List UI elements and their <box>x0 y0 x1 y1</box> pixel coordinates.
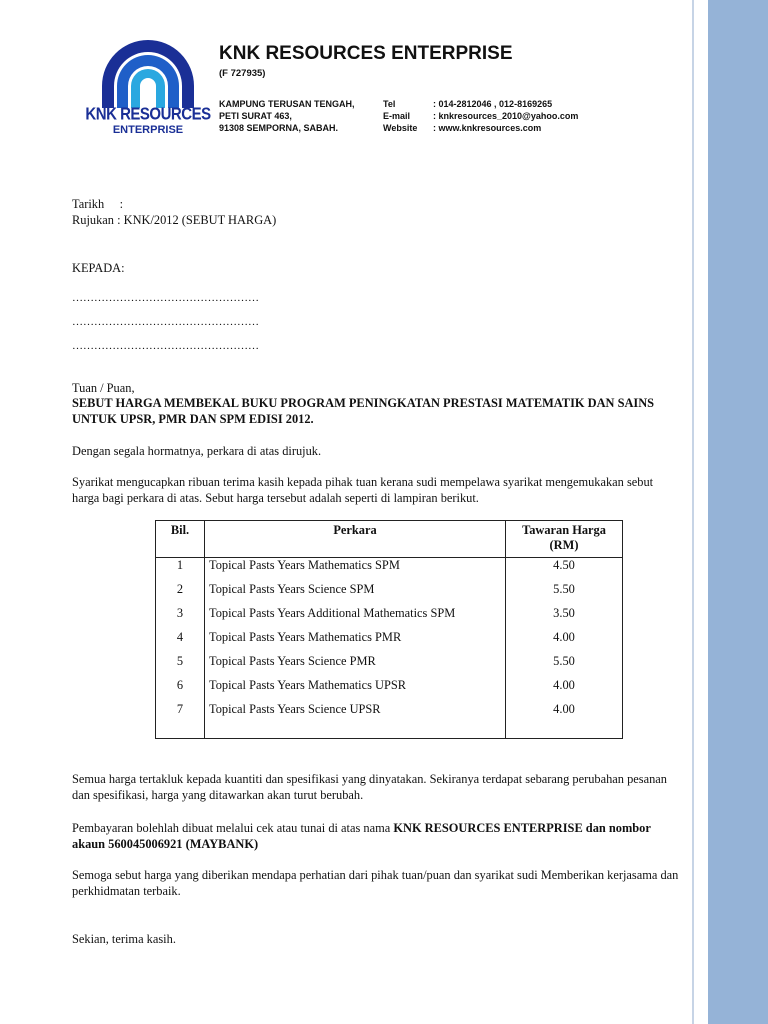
table-row <box>156 558 623 583</box>
price-table <box>155 520 623 739</box>
row-number: 7 <box>156 702 205 739</box>
paragraph-hope: Semoga sebut harga yang diberikan mendapa perhatian dari pihak tuan/puan dan syarikat sudi Memberikan kerjasama dan perkhidmatan terbaik. <box>72 868 679 898</box>
row-price: 5.50 <box>506 582 623 606</box>
date-line: Tarikh : <box>72 197 124 211</box>
contact-label: Tel <box>383 99 396 109</box>
table-row <box>156 630 623 654</box>
paragraph-terms: Semua harga tertakluk kepada kuantiti dan spesifikasi yang dinyatakan. Sekiranya terdapat sebarang perubahan pesanan dan spesifikasi, harga yang ditawarkan akan turut berubah. <box>72 772 667 802</box>
row-number: 1 <box>156 558 205 583</box>
paragraph-payment <box>72 820 682 852</box>
letter-subject: SEBUT HARGA MEMBEKAL BUKU PROGRAM PENINGKATAN PRESTASI MATEMATIK DAN SAINS UNTUK UPSR, PMR DAN SPM EDISI 2012. <box>72 396 655 426</box>
side-margin-bar <box>708 0 768 1024</box>
address-line: KAMPUNG TERUSAN TENGAH, <box>219 99 355 109</box>
contact-value: : knkresources_2010@yahoo.com <box>433 111 579 121</box>
row-price: 4.50 <box>506 558 623 583</box>
address-line: PETI SURAT 463, <box>219 111 292 121</box>
row-price: 4.00 <box>506 702 623 739</box>
row-number: 6 <box>156 678 205 702</box>
rainbow-arcs-logo-icon <box>98 36 198 108</box>
row-number: 5 <box>156 654 205 678</box>
logo-name: KNK RESOURCES <box>85 104 211 125</box>
row-item: Topical Pasts Years Mathematics UPSR <box>205 678 506 702</box>
company-name: KNK RESOURCES ENTERPRISE <box>219 43 513 64</box>
registration-number: (F 727935) <box>219 68 266 79</box>
paragraph-intro: Dengan segala hormatnya, perkara di atas dirujuk. <box>72 444 322 458</box>
column-header-item: Perkara <box>205 521 506 558</box>
company-logo <box>84 36 212 140</box>
logo-subtitle: ENTERPRISE <box>112 124 184 136</box>
company-address <box>219 98 355 134</box>
column-header-number: Bil. <box>156 521 205 558</box>
table-row <box>156 702 623 739</box>
salutation: Tuan / Puan, <box>72 381 135 395</box>
table-row <box>156 654 623 678</box>
contact-label: Website <box>383 123 418 133</box>
column-header-price: Tawaran Harga (RM) <box>506 521 623 558</box>
payment-text: Pembayaran bolehlah dibuat melalui cek atau tunai di atas nama <box>72 821 394 835</box>
contact-value: : www.knkresources.com <box>433 123 542 133</box>
contact-label: E-mail <box>383 111 411 121</box>
row-number: 3 <box>156 606 205 630</box>
row-item: Topical Pasts Years Mathematics PMR <box>205 630 506 654</box>
row-item: Topical Pasts Years Mathematics SPM <box>205 558 506 583</box>
contact-email <box>383 110 578 122</box>
table-row <box>156 582 623 606</box>
contact-tel <box>383 98 578 110</box>
row-item: Topical Pasts Years Science UPSR <box>205 702 506 739</box>
blank-line: …………………………………………… <box>72 316 259 328</box>
row-item: Topical Pasts Years Science SPM <box>205 582 506 606</box>
company-contacts <box>383 98 578 134</box>
row-price: 4.00 <box>506 678 623 702</box>
recipient-label: KEPADA: <box>72 261 125 275</box>
table-header-row <box>156 521 623 558</box>
payment-account: KNK RESOURCES ENTERPRISE dan nombor akaun 560045006921 (MAYBANK) <box>72 821 651 851</box>
row-price: 3.50 <box>506 606 623 630</box>
reference-line: Rujukan : KNK/2012 (SEBUT HARGA) <box>72 213 277 227</box>
row-price: 4.00 <box>506 630 623 654</box>
row-item: Topical Pasts Years Additional Mathematics SPM <box>205 606 506 630</box>
contact-value: : 014-2812046 , 012-8169265 <box>433 99 553 109</box>
table-row <box>156 678 623 702</box>
address-line: 91308 SEMPORNA, SABAH. <box>219 123 339 133</box>
closing-line: Sekian, terima kasih. <box>72 932 176 946</box>
recipient-address-blanks <box>72 286 259 358</box>
paragraph-thanks: Syarikat mengucapkan ribuan terima kasih kepada pihak tuan kerana sudi mempelawa syarikat mengemukakan sebut harga bagi perkara di atas. Sebut harga tersebut adalah seperti di lampiran berikut. <box>72 475 654 505</box>
page-edge-divider <box>692 0 694 1024</box>
row-price: 5.50 <box>506 654 623 678</box>
row-number: 4 <box>156 630 205 654</box>
blank-line: …………………………………………… <box>72 292 259 304</box>
table-row <box>156 606 623 630</box>
row-number: 2 <box>156 582 205 606</box>
row-item: Topical Pasts Years Science PMR <box>205 654 506 678</box>
contact-website <box>383 122 578 134</box>
blank-line: …………………………………………… <box>72 340 259 352</box>
